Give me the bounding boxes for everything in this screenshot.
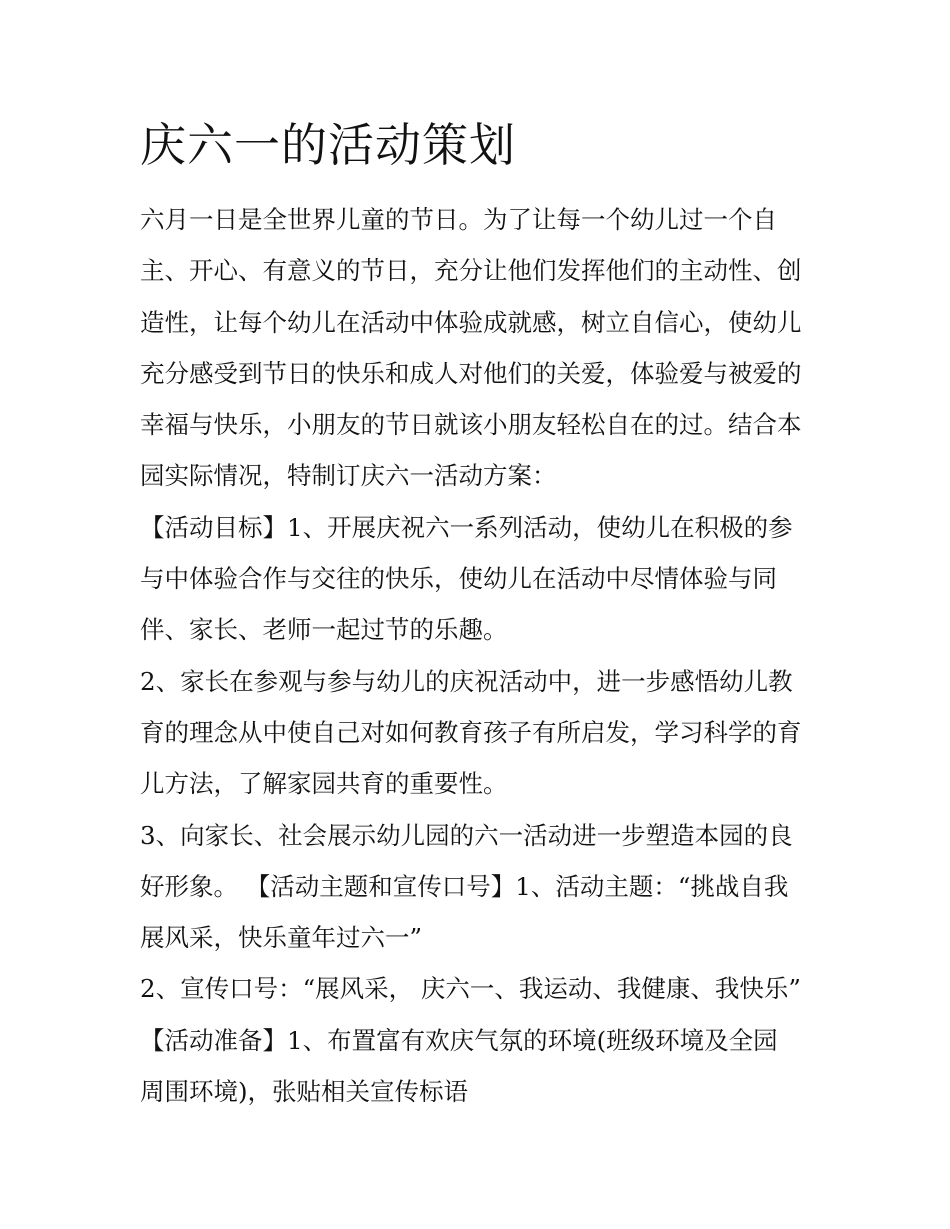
text-line: 园实际情况，特制订庆六一活动方案：: [140, 461, 557, 491]
text-line: 好形象。 【活动主题和宣传口号】1、活动主题：“挑战自我: [140, 871, 789, 901]
paragraph-intro: [140, 194, 820, 502]
text-line: 2、家长在参观与参与幼儿的庆祝活动中，进一步感悟幼儿教: [140, 666, 793, 696]
text-line: 造性，让每个幼儿在活动中体验成就感，树立自信心，使幼儿: [140, 307, 802, 337]
text-line: 儿方法，了解家园共育的重要性。: [140, 769, 508, 799]
text-line: 与中体验合作与交往的快乐，使幼儿在活动中尽情体验与同: [140, 564, 777, 594]
paragraph-preparation: [140, 1015, 820, 1118]
paragraph-slogan: [140, 963, 820, 1014]
text-line: 主、开心、有意义的节日，充分让他们发挥他们的主动性、创: [140, 256, 802, 286]
text-line: 【活动目标】1、开展庆祝六一系列活动，使幼儿在积极的参: [140, 512, 793, 542]
text-line: 幸福与快乐，小朋友的节日就该小朋友轻松自在的过。结合本: [140, 410, 802, 440]
text-line: 展风采，快乐童年过六一”: [140, 923, 423, 953]
document-body: [140, 112, 820, 1117]
text-line: 育的理念从中使自己对如何教育孩子有所启发，学习科学的育: [140, 717, 802, 747]
text-line: 充分感受到节日的快乐和成人对他们的关爱，体验爱与被爱的: [140, 358, 802, 388]
paragraph-goals: [140, 502, 820, 656]
text-line: 周围环境)，张贴相关宣传标语: [140, 1077, 469, 1107]
text-line: 2、宣传口号：“展风采， 庆六一、我运动、我健康、我快乐”: [140, 974, 801, 1004]
text-line: 伴、家长、老师一起过节的乐趣。: [140, 615, 508, 645]
text-line: 【活动准备】1、布置富有欢庆气氛的环境(班级环境及全园: [140, 1025, 778, 1055]
text-line: 3、向家长、社会展示幼儿园的六一活动进一步塑造本园的良: [140, 820, 793, 850]
text-line: 六月一日是全世界儿童的节日。为了让每一个幼儿过一个自: [140, 205, 777, 234]
paragraph-goal-3-theme: [140, 810, 820, 964]
document-title: 庆六一的活动策划: [140, 118, 516, 172]
paragraph-goal-2: [140, 656, 820, 810]
